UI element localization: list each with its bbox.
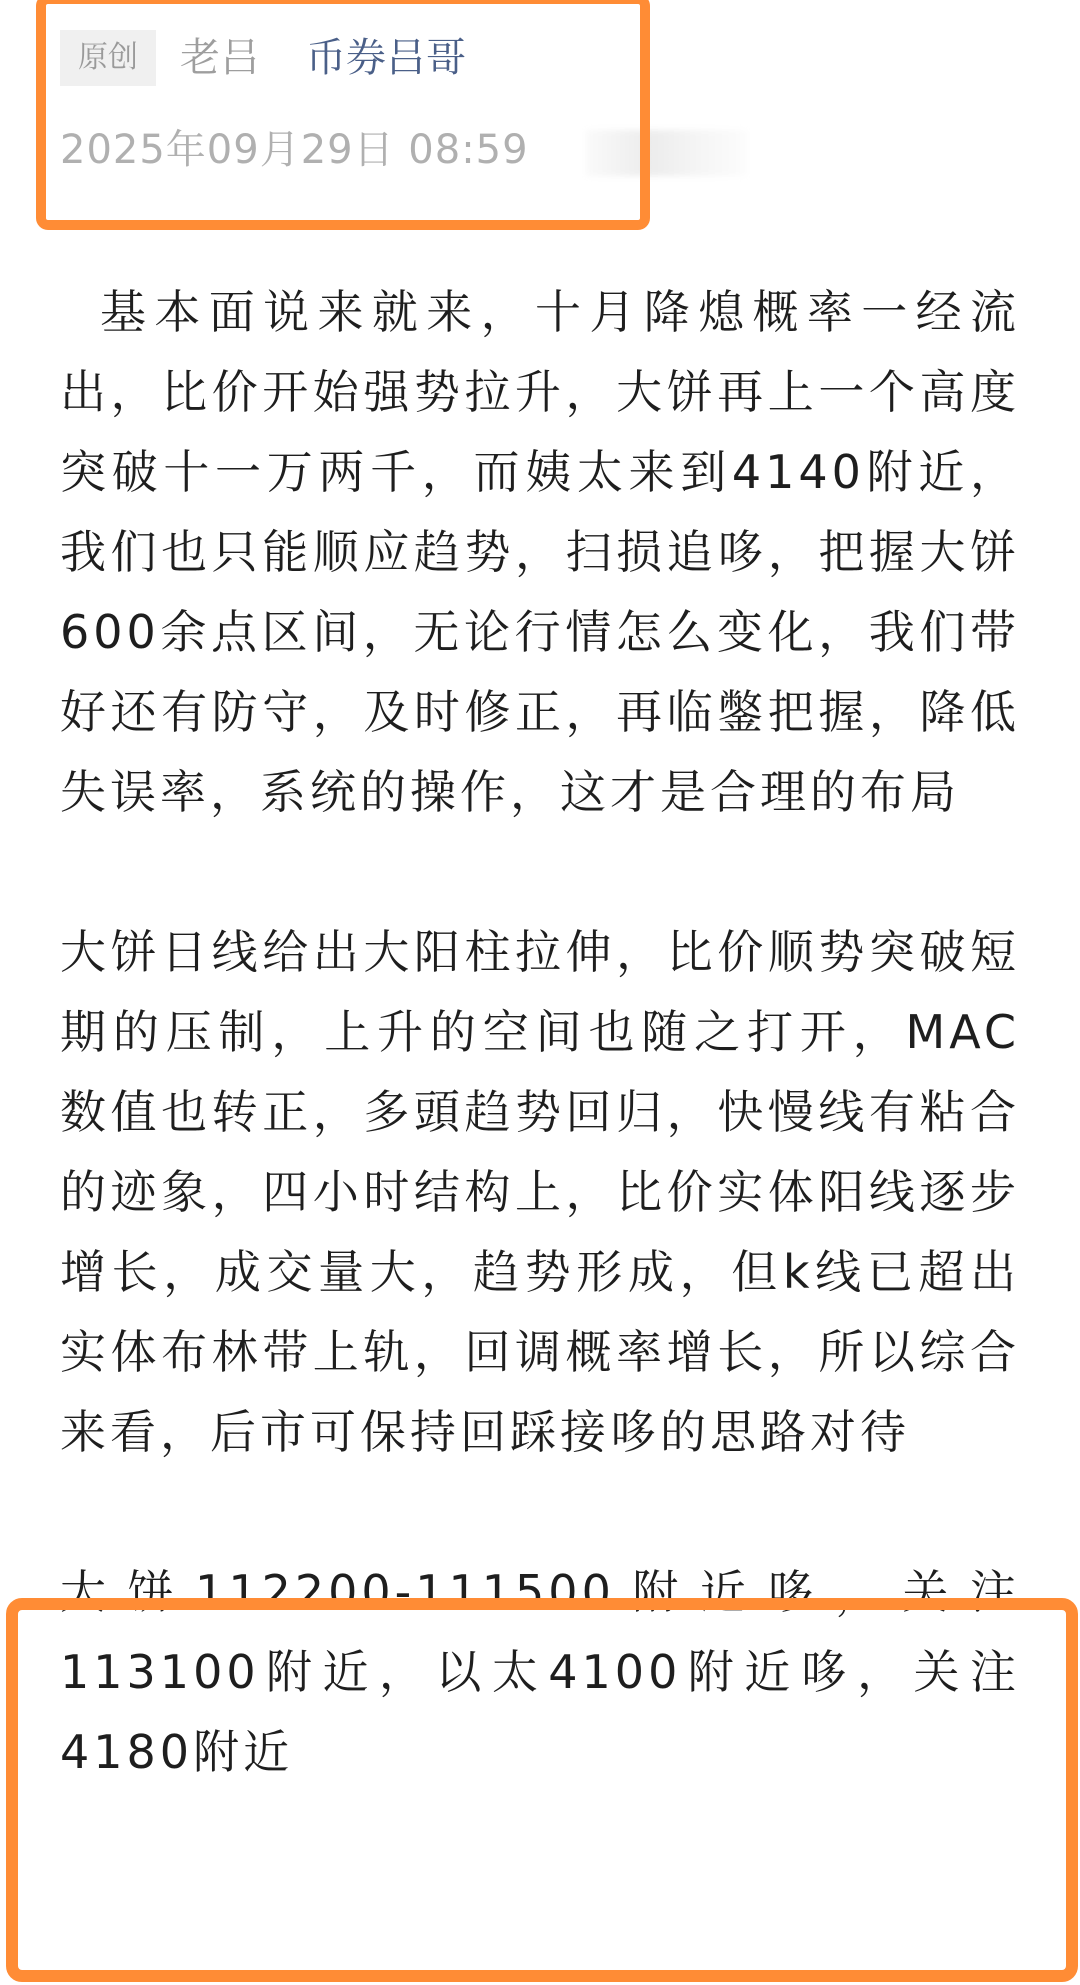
original-tag: 原创 bbox=[60, 30, 156, 86]
highlight-box-trade-plan bbox=[6, 1598, 1078, 1982]
paragraph-technical-analysis: 大饼日线给出大阳柱拉伸，比价顺势突破短期的压制，上升的空间也随之打开，MAC数值也转正，多頭趋势回归，快慢线有粘合的迹象，四小时结构上，比价实体阳线逐步增长，成交量大，趋势形成，但k线已超出实体布林带上轨，回调概率增长，所以综合来看，后市可保持回踩接哆的思路对待 bbox=[60, 925, 1020, 1459]
author-name[interactable]: 老吕 bbox=[180, 35, 260, 81]
paragraph-fundamentals: 基本面说来就来，十月降熄概率一经流出，比价开始强势拉升，大饼再上一个高度突破十一万两千，而姨太来到4140附近，我们也只能顺应趋势，扫损追哆，把握大饼600余点区间，无论行情怎么变化，我们带好还有防守，及时修正，再临鐅把握，降低失误率，系统的操作，这才是合理的布局 bbox=[60, 285, 1020, 819]
paragraph-trade-plan: 大饼112200-111500附近哆，关注113100附近，以太4100附近哆，关注4180附近 bbox=[60, 1565, 1020, 1779]
article-body bbox=[60, 272, 1020, 1792]
highlight-box-header bbox=[36, 0, 650, 230]
post-date: 2025年09月29日 08:59 bbox=[60, 127, 529, 173]
account-link[interactable]: 币券吕哥 bbox=[306, 35, 466, 81]
